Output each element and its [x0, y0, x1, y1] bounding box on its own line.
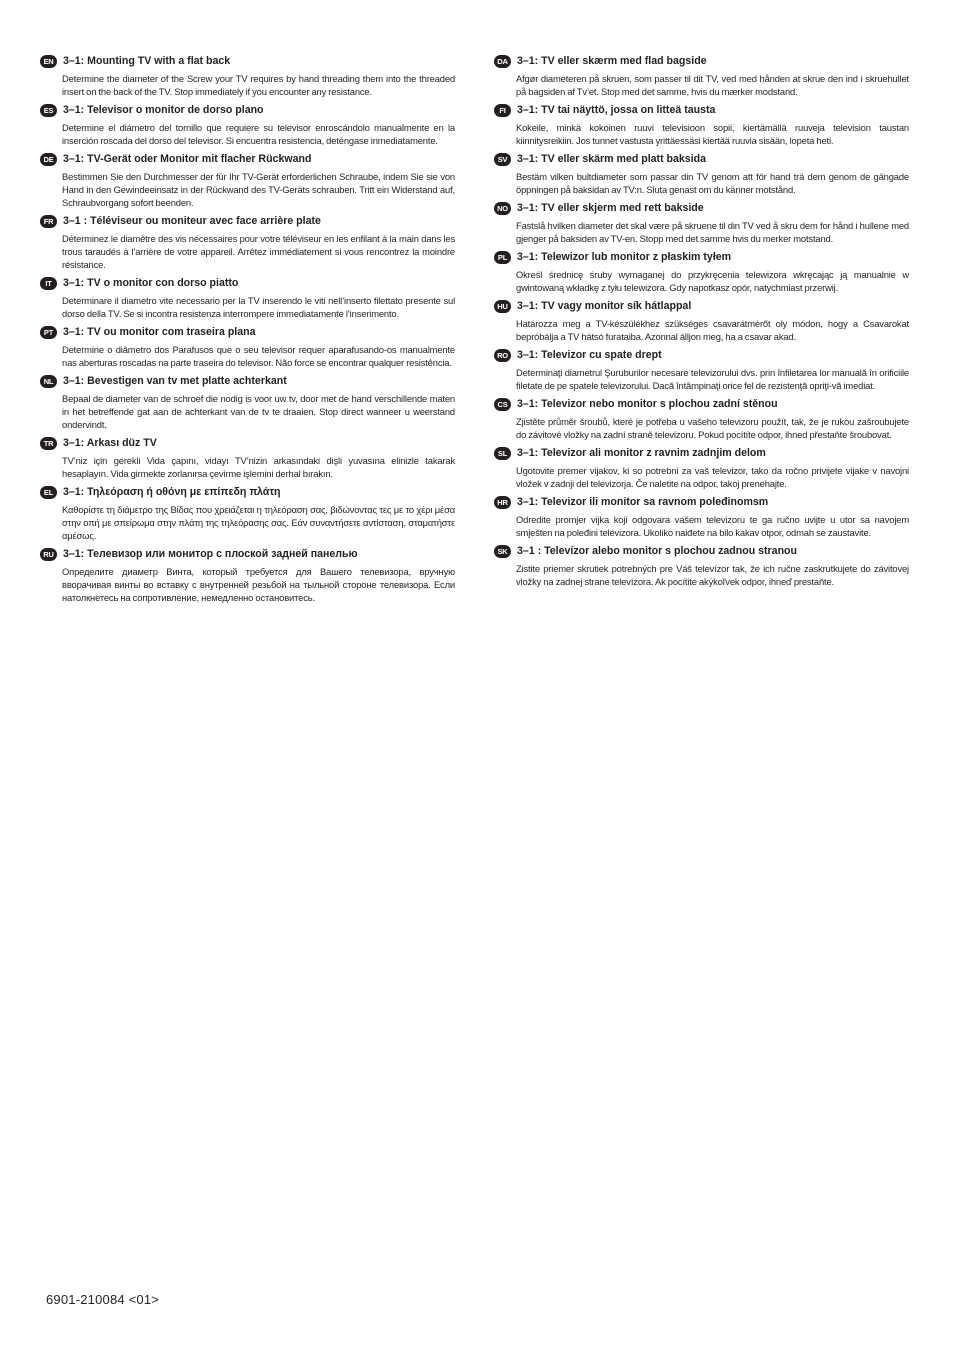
section-heading: [40, 214, 455, 228]
language-badge: ES: [40, 104, 57, 117]
language-badge: DA: [494, 55, 511, 68]
section-title: 3–1: Bevestigen van tv met platte achterkant: [63, 375, 287, 387]
language-section-es: [40, 103, 455, 147]
language-badge: PT: [40, 326, 57, 339]
language-section-tr: [40, 436, 455, 480]
language-section-ru: [40, 547, 455, 604]
section-body: Fastslå hvilken diameter det skal være på skruene til din TV ved å skru dem for hånd i hullene med gjenger på baksiden av TV-en. Stopp med det samme hvis du merker motstand.: [516, 220, 909, 244]
section-title: 3–1: TV-Gerät oder Monitor mit flacher Rückwand: [63, 153, 312, 165]
section-heading: [494, 103, 909, 117]
section-body: Déterminez le diamètre des vis nécessaires pour votre téléviseur en les enfilant à la main dans les trous taraudés à l’arrière de votre appareil. Arrêtez immédiatement si vous rencontrez la moindre résistance.: [62, 233, 455, 270]
language-badge: TR: [40, 437, 57, 450]
language-section-ro: [494, 348, 909, 392]
document-code: 6901-210084 <01>: [46, 1292, 160, 1307]
section-title: 3–1 : Televízor alebo monitor s plochou zadnou stranou: [517, 545, 797, 557]
section-heading: [494, 446, 909, 460]
section-body: Bestäm vilken bultdiameter som passar din TV genom att för hand trä dem genom de gängade öppningen på baksidan av TV:n. Sluta genast om du känner motstånd.: [516, 171, 909, 195]
language-section-de: [40, 152, 455, 209]
section-title: 3–1: Τηλεόραση ή οθόνη με επίπεδη πλάτη: [63, 486, 281, 498]
section-title: 3–1: Телевизор или монитор с плоской задней панелью: [63, 548, 358, 560]
section-heading: [40, 103, 455, 117]
section-body: Determine el diámetro del tornillo que requiere su televisor enroscándolo manualmente en la inserción roscada del dorso del televisor. Si encuentra resistencia, deténgase inmediatamente.: [62, 122, 455, 146]
language-badge: SV: [494, 153, 511, 166]
section-body: Határozza meg a TV-készülékhez szükséges csavarátmérőt oly módon, hogy a Csavarokat bepróbálja a TV hátsó furataiba. Azonnal álljon meg, ha a csavar akad.: [516, 318, 909, 342]
section-body: Determine the diameter of the Screw your TV requires by hand threading them into the threaded insert on the back of the TV. Stop immediately if you encounter any resistance.: [62, 73, 455, 97]
language-section-da: [494, 54, 909, 98]
section-heading: [494, 544, 909, 558]
language-section-hu: [494, 299, 909, 343]
section-heading: [40, 54, 455, 68]
section-body: Określ średnicę śruby wymaganej do przykręcenia telewizora wkręcając ją manualnie w gwintowaną wkładkę z tyłu telewizora. Gdy napotkasz opór, natychmiast przerwij.: [516, 269, 909, 293]
language-section-en: [40, 54, 455, 98]
section-heading: [494, 201, 909, 215]
language-section-nl: [40, 374, 455, 431]
section-body: Определите диаметр Винта, который требуется для Вашего телевизора, вручную вворачивая винты во вставку с внутренней резьбой на тыльной стороне телевизора. Если натолкнетесь на сопротивление, немедленно остановитесь.: [62, 566, 455, 603]
language-section-no: [494, 201, 909, 245]
section-title: 3–1: Televizor ali monitor z ravnim zadnjim delom: [517, 447, 766, 459]
section-body: Odredite promjer vijka koji odgovara vašem televizoru te ga ručno uvijte u utor sa navojem smješten na poleđini televizora. Ukoliko naiđete na bilo kakav otpor, odmah se zaustavite.: [516, 514, 909, 538]
section-heading: [494, 152, 909, 166]
section-heading: [40, 436, 455, 450]
language-badge: NO: [494, 202, 511, 215]
language-badge: FR: [40, 215, 57, 228]
section-title: 3–1: Telewizor lub monitor z płaskim tyłem: [517, 251, 732, 263]
section-body: Determinaţi diametrul Şuruburilor necesare televizorului dvs. prin înfiletarea lor manuală în orificiile filetate de pe spatele televizorului. Dacă întâmpinaţi orice fel de rezistenţă opriţi-vă imediat.: [516, 367, 909, 391]
section-body: Bepaal de diameter van de schroef die nodig is voor uw tv, door met de hand verschillende maten in het betreffende gat aan de achterkant van de tv te draaien. Stop direct wanneer u weerstand ondervindt.: [62, 393, 455, 430]
language-section-pl: [494, 250, 909, 294]
language-badge: CS: [494, 398, 511, 411]
language-badge: FI: [494, 104, 511, 117]
section-heading: [40, 374, 455, 388]
language-badge: HU: [494, 300, 511, 313]
language-badge: NL: [40, 375, 57, 388]
section-title: 3–1: Televisor o monitor de dorso plano: [63, 104, 264, 116]
language-section-sl: [494, 446, 909, 490]
language-badge: PL: [494, 251, 511, 264]
section-title: 3–1: TV eller skjerm med rett bakside: [517, 202, 704, 214]
section-title: 3–1: TV vagy monitor sík hátlappal: [517, 300, 692, 312]
language-badge: EL: [40, 486, 57, 499]
section-title: 3–1 : Téléviseur ou moniteur avec face arrière plate: [63, 215, 321, 227]
language-badge: DE: [40, 153, 57, 166]
section-heading: [40, 276, 455, 290]
language-section-hr: [494, 495, 909, 539]
section-heading: [494, 348, 909, 362]
section-body: Determine o diâmetro dos Parafusos que o seu televisor requer aparafusando-os manualmente nas aberturas roscadas na parte traseira do televisor. Não force se encontrar qualquer resistência.: [62, 344, 455, 368]
language-badge: EN: [40, 55, 57, 68]
section-body: Καθορίστε τη διάμετρο της Βίδας που χρειάζεται η τηλεόραση σας, βιδώνοντας τες με το χέρι μέσα στην οπή με σπείρωμα στην πλάτη της τηλεόρασης σας. Εάν συναντήσετε αντίσταση, σταματήστε αμέσως.: [62, 504, 455, 541]
language-badge: SL: [494, 447, 511, 460]
section-body: Afgør diameteren på skruen, som passer til dit TV, ved med hånden at skrue den ind i skruehullet på bagsiden af Tv’et. Stop med det samme, hvis du mærker modstand.: [516, 73, 909, 97]
section-title: 3–1: Televizor cu spate drept: [517, 349, 662, 361]
section-title: 3–1: Arkası düz TV: [63, 437, 157, 449]
section-body: Zjistěte průměr šroubů, které je potřeba u vašeho televizoru použít, tak, že je rukou zašroubujete do závitové vložky na zadní straně televizoru. Pokud pocítíte odpor, ihned přestaňte šroubovat.: [516, 416, 909, 440]
section-title: 3–1: TV eller skærm med flad bagside: [517, 55, 707, 67]
section-title: 3–1: TV eller skärm med platt baksida: [517, 153, 707, 165]
language-section-sk: [494, 544, 909, 588]
section-body: Kokeile, minkä kokoinen ruuvi televisioon sopii, kiertämällä ruuveja television taustan kiinnitysreikiin. Jos tunnet vastusta yrittäessäsi kiertää ruuvia sisään, lopeta heti.: [516, 122, 909, 146]
section-title: 3–1: Televizor ili monitor sa ravnom poleđinomsm: [517, 496, 769, 508]
section-body: Ugotovite premer vijakov, ki so potrebni za vaš televizor, tako da ročno privijete vijake v navojni vložek v zadnji del televizorja. Če naletite na odpor, takoj prenehajte.: [516, 465, 909, 489]
language-section-cs: [494, 397, 909, 441]
language-section-el: [40, 485, 455, 542]
language-badge: SK: [494, 545, 511, 558]
language-badge: RU: [40, 548, 57, 561]
left-column: [40, 54, 455, 609]
section-body: Zistite priemer skrutiek potrebných pre Váš televízor tak, že ich ručne zaskrutkujete do závitovej vložky na zadnej strane televízora. Ak pocítite akýkoľvek odpor, ihneď prestaňte.: [516, 563, 909, 587]
section-title: 3–1: Televizor nebo monitor s plochou zadní stěnou: [517, 398, 778, 410]
language-badge: HR: [494, 496, 511, 509]
section-heading: [494, 495, 909, 509]
language-section-pt: [40, 325, 455, 369]
language-section-it: [40, 276, 455, 320]
section-heading: [40, 152, 455, 166]
section-heading: [494, 299, 909, 313]
section-title: 3–1: TV tai näyttö, jossa on litteä tausta: [517, 104, 716, 116]
right-column: [494, 54, 909, 593]
section-title: 3–1: TV o monitor con dorso piatto: [63, 277, 239, 289]
language-section-sv: [494, 152, 909, 196]
section-heading: [494, 397, 909, 411]
language-section-fi: [494, 103, 909, 147]
language-section-fr: [40, 214, 455, 271]
section-title: 3–1: Mounting TV with a flat back: [63, 55, 231, 67]
section-body: TV’niz için gerekli Vida çapını, vidayı TV’nizin arkasındaki dişli yuvasına elinizle takarak hesaplayın. Vida girmekte zorlanırsa çevirme işlemini derhal bırakın.: [62, 455, 455, 479]
section-title: 3–1: TV ou monitor com traseira plana: [63, 326, 256, 338]
language-badge: RO: [494, 349, 511, 362]
section-heading: [494, 54, 909, 68]
section-heading: [40, 325, 455, 339]
language-badge: IT: [40, 277, 57, 290]
section-body: Determinare il diametro vite necessario per la TV inserendo le viti nell’inserto filettato presente sul dorso della TV. Se si incontra resistenza interrompere immediatamente l’inserimento.: [62, 295, 455, 319]
section-heading: [494, 250, 909, 264]
section-body: Bestimmen Sie den Durchmesser der für Ihr TV-Gerät erforderlichen Schraube, indem Sie sie von Hand in den Gewindeeinsatz in der Rückwand des TV-Geräts schrauben. Tritt ein Widerstand auf, Schraubvorgang sofort beenden.: [62, 171, 455, 208]
section-heading: [40, 547, 455, 561]
section-heading: [40, 485, 455, 499]
